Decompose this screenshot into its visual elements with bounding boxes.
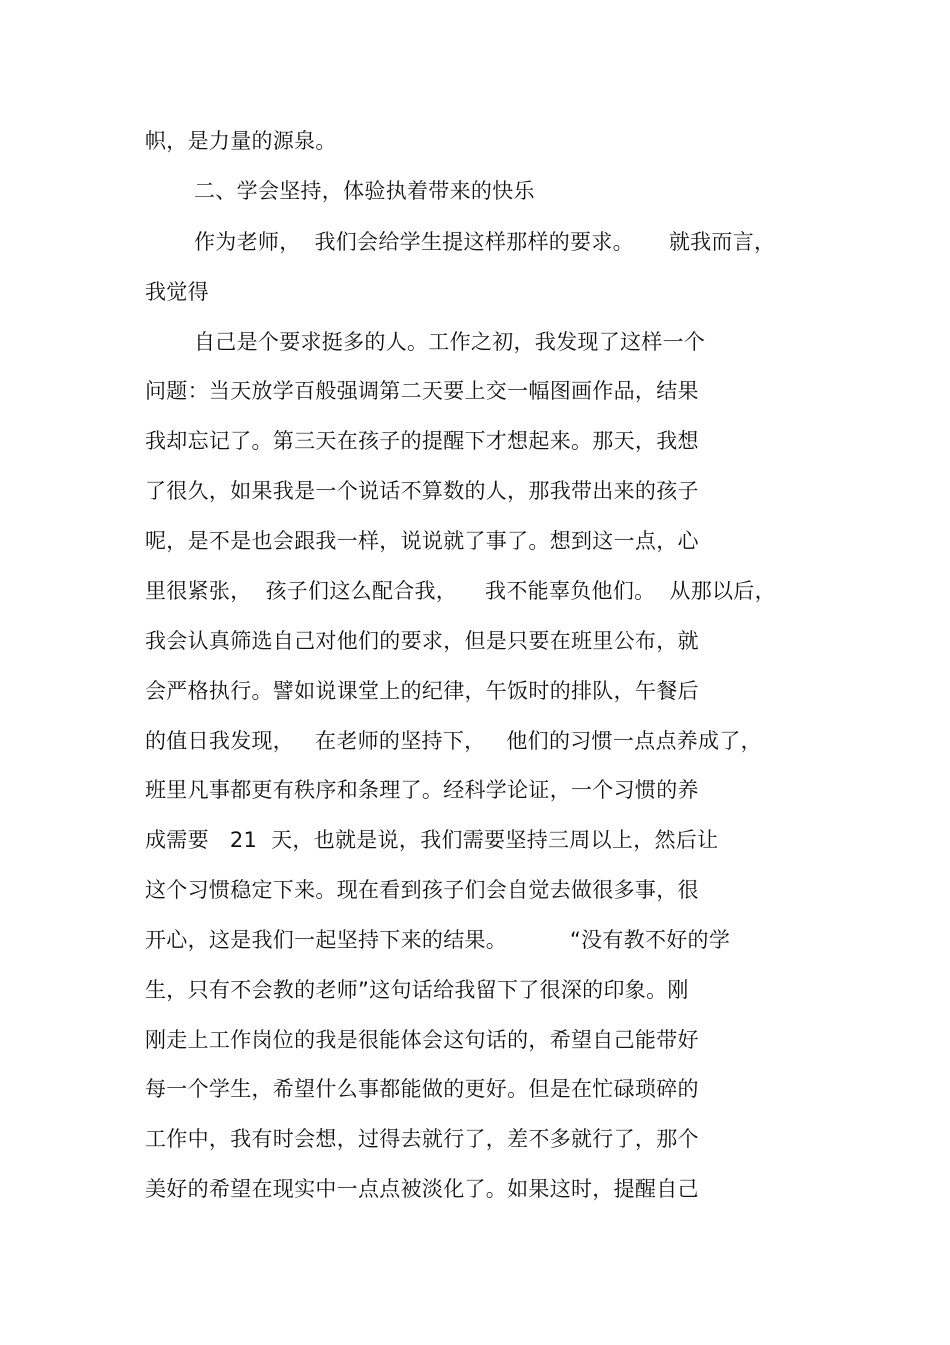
text-line: 作为老师， 我们会给学生提这样那样的要求。 就我而言，: [194, 230, 776, 254]
text-line: 我却忘记了。第三天在孩子的提醒下才想起来。那天，我想: [145, 429, 699, 453]
text-line: 会严格执行。譬如说课堂上的纪律，午饭时的排队，午餐后: [145, 679, 699, 703]
text-line: 工作中，我有时会想，过得去就行了，差不多就行了，那个: [145, 1127, 699, 1151]
section-heading: 二、学会坚持，体验执着带来的快乐: [194, 179, 535, 203]
text-line: 帜，是力量的源泉。: [145, 129, 337, 153]
text-line: 生，只有不会教的老师”这句话给我留下了很深的印象。刚: [145, 978, 689, 1002]
text-line: 这个习惯稳定下来。现在看到孩子们会自觉去做很多事，很: [145, 878, 699, 902]
text-line: 了很久，如果我是一个说话不算数的人，那我带出来的孩子: [145, 479, 699, 503]
text-line: 呢，是不是也会跟我一样，说说就了事了。想到这一点，心: [145, 529, 699, 553]
text-line: 自己是个要求挺多的人。工作之初，我发现了这样一个: [194, 330, 706, 354]
text-line: 的值日我发现， 在老师的坚持下， 他们的习惯一点点养成了，: [145, 729, 762, 753]
text-line: 刚走上工作岗位的我是很能体会这句话的，希望自己能带好: [145, 1028, 699, 1052]
text-line: 我觉得: [145, 280, 209, 304]
text-line: 问题：当天放学百般强调第二天要上交一幅图画作品，结果: [145, 379, 699, 403]
text-line: 每一个学生，希望什么事都能做的更好。但是在忙碌琐碎的: [145, 1077, 699, 1101]
text-line: 我会认真筛选自己对他们的要求，但是只要在班里公布，就: [145, 629, 699, 653]
text-line: 里很紧张， 孩子们这么配合我， 我不能辜负他们。 从那以后，: [145, 579, 776, 603]
text-line: 美好的希望在现实中一点点被淡化了。如果这时，提醒自己: [145, 1177, 699, 1201]
text-line: 班里凡事都更有秩序和条理了。经科学论证，一个习惯的养: [145, 778, 699, 802]
text-line: 开心，这是我们一起坚持下来的结果。 “没有教不好的学: [145, 928, 731, 952]
text-line: 成需要 21 天，也就是说，我们需要坚持三周以上，然后让: [145, 828, 719, 852]
